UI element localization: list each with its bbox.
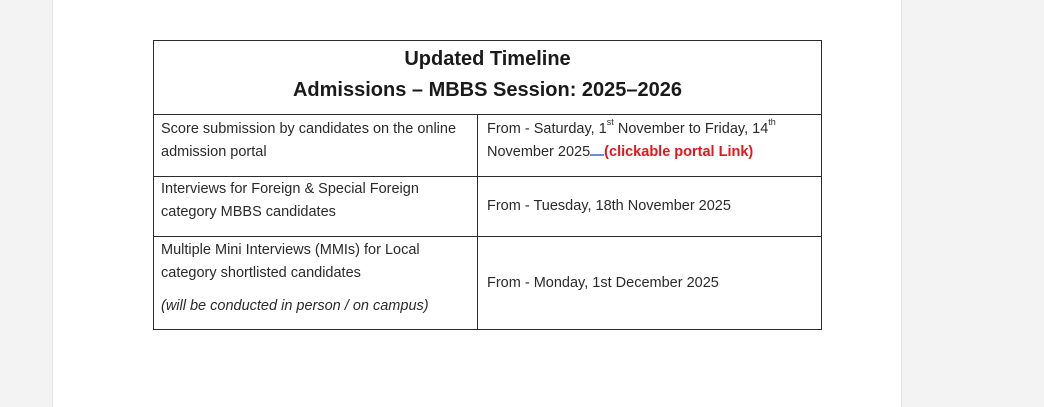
event-cell <box>154 237 478 330</box>
table-title-cell <box>154 41 822 115</box>
table-row <box>154 115 822 177</box>
table-row <box>154 177 822 237</box>
date-text: From - Tuesday, 18th November 2025 <box>487 198 731 214</box>
date-text-part: November to Friday, 14 <box>613 121 769 137</box>
portal-link[interactable]: (clickable portal Link) <box>604 144 754 160</box>
date-text <box>478 115 821 167</box>
table-title-row <box>154 41 822 115</box>
date-text-part: November 2025 <box>487 144 591 160</box>
date-cell <box>478 237 822 330</box>
table-row <box>154 237 822 330</box>
date-cell <box>478 177 822 237</box>
event-text: Multiple Mini Interviews (MMIs) for Local category shortlisted candidates <box>161 242 420 281</box>
timeline-table <box>153 40 822 330</box>
event-cell <box>154 177 478 237</box>
ordinal-suffix: th <box>768 117 776 128</box>
link-underline-gap <box>590 142 604 156</box>
table-title: Updated Timeline <box>404 48 571 70</box>
event-text: Interviews for Foreign & Special Foreign category MBBS candidates <box>161 181 419 220</box>
document-page <box>52 0 902 407</box>
date-cell <box>478 115 822 177</box>
ordinal-suffix: st <box>606 117 614 128</box>
date-text: From - Monday, 1st December 2025 <box>487 274 719 291</box>
event-cell-content <box>154 237 477 320</box>
event-cell <box>154 115 478 177</box>
event-text: Score submission by candidates on the online admission portal <box>161 121 457 160</box>
table-subtitle: Admissions – MBBS Session: 2025–2026 <box>292 79 683 101</box>
date-text-part: From - Saturday, 1 <box>487 121 607 137</box>
event-note: (will be conducted in person / on campus) <box>161 298 429 314</box>
